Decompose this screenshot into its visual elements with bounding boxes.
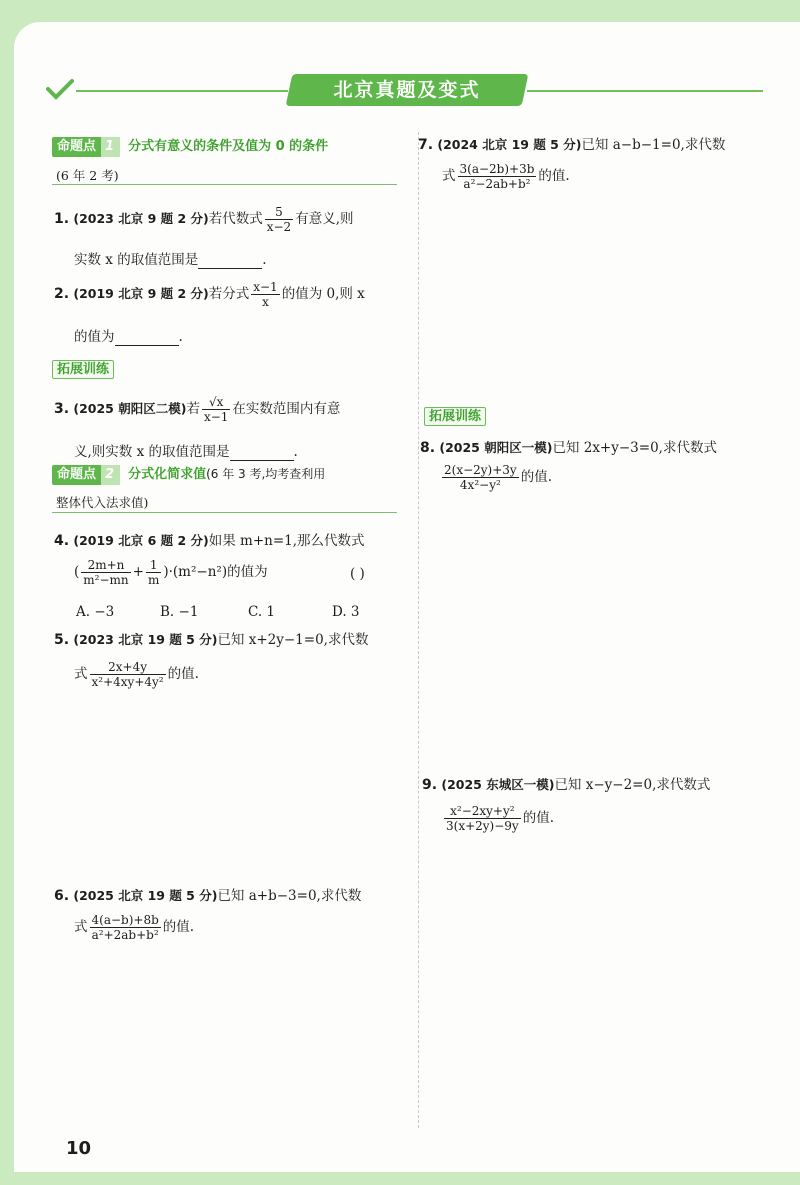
question-2 — [54, 280, 365, 309]
question-1-line2-text: 实数 x 的取值范围是 — [74, 252, 199, 268]
page-sheet — [14, 22, 800, 1172]
fraction-denominator: 4x²−y² — [459, 478, 501, 492]
column-divider — [418, 132, 419, 1128]
fraction-numerator: 2(x−2y)+3y — [444, 463, 517, 477]
fraction-denominator: a²−2ab+b² — [463, 177, 531, 191]
question-1-fraction — [265, 205, 293, 234]
question-8-fraction — [442, 463, 519, 492]
question-1 — [54, 205, 354, 234]
topic-2-rule — [52, 512, 397, 513]
fraction-numerator: 2m+n — [81, 558, 130, 573]
question-1-source: (2023 北京 9 题 2 分) — [73, 211, 209, 226]
question-5-number: 5. — [54, 632, 70, 648]
question-4-number: 4. — [54, 533, 70, 549]
question-8-number: 8. — [420, 440, 436, 456]
answer-blank[interactable] — [115, 329, 179, 346]
question-6-text: 已知 a+b−3=0,求代数 — [217, 888, 362, 904]
question-4-option-d[interactable]: D. 3 — [332, 604, 360, 620]
fraction-numerator: 1 — [146, 558, 161, 573]
question-6-source: (2025 北京 19 题 5 分) — [73, 888, 218, 903]
topic-2-label: 命题点 — [52, 465, 101, 485]
page-number: 10 — [66, 1138, 92, 1159]
fraction-numerator: x−1 — [253, 280, 278, 294]
question-8-post: 的值. — [520, 469, 552, 485]
question-7-fraction — [458, 162, 537, 191]
question-7-expression — [442, 162, 570, 191]
question-4-answer-paren[interactable]: ( ) — [350, 566, 365, 582]
topic-2-title: 分式化简求值 — [128, 467, 207, 482]
question-1-line2 — [74, 248, 267, 269]
question-9 — [422, 773, 710, 793]
question-2-number: 2. — [54, 286, 70, 302]
question-4-fraction-1 — [81, 558, 130, 587]
header-rule-left — [76, 90, 288, 92]
question-7-text: 已知 a−b−1=0,求代数 — [581, 137, 726, 153]
question-7 — [418, 133, 725, 153]
question-8 — [420, 436, 717, 456]
question-6-expression — [74, 913, 194, 942]
question-3-fraction — [202, 395, 230, 424]
answer-blank[interactable] — [198, 252, 262, 269]
topic-1-number: 1 — [101, 137, 120, 157]
question-5-expression — [74, 660, 199, 689]
question-7-number: 7. — [418, 137, 434, 153]
question-9-expression — [442, 804, 554, 833]
question-3-end: . — [293, 444, 298, 460]
fraction-denominator: a²+2ab+b² — [91, 928, 159, 942]
question-4-text-b: ·(m²−n²)的值为 — [168, 564, 268, 580]
fraction-denominator: x — [262, 295, 269, 309]
header-title: 北京真题及变式 — [333, 79, 481, 101]
fraction-denominator: x²+4xy+4y² — [91, 675, 164, 689]
question-3-number: 3. — [54, 401, 70, 417]
fraction-denominator: m²−mn — [83, 573, 129, 587]
question-9-number: 9. — [422, 777, 438, 793]
question-8-expression — [440, 463, 552, 492]
topic-1-note: (6 年 2 考) — [56, 168, 119, 183]
topic-1-tag — [52, 137, 328, 157]
question-2-line2 — [74, 325, 183, 346]
question-4-option-c[interactable]: C. 1 — [248, 604, 276, 620]
question-5-source: (2023 北京 19 题 5 分) — [73, 632, 218, 647]
question-5-fraction — [90, 660, 166, 689]
question-2-text-b: 的值为 0,则 x — [281, 286, 365, 302]
question-2-source: (2019 北京 9 题 2 分) — [73, 286, 209, 301]
question-9-source: (2025 东城区一模) — [441, 777, 555, 792]
topic-2-number: 2 — [101, 465, 120, 485]
question-9-post: 的值. — [522, 810, 554, 826]
question-8-text: 已知 2x+y−3=0,求代数式 — [552, 440, 717, 456]
fraction-numerator: 3(a−2b)+3b — [459, 162, 535, 176]
fraction-denominator: 3(x+2y)−9y — [446, 819, 519, 833]
question-9-fraction — [444, 804, 521, 833]
question-1-text-b: 有意义,则 — [295, 211, 354, 227]
question-3-source: (2025 朝阳区二模) — [73, 401, 187, 416]
answer-blank[interactable] — [230, 444, 294, 461]
question-4-fraction-2 — [146, 558, 161, 587]
question-3-text-b: 在实数范围内有意 — [232, 401, 341, 417]
extension-label-1: 拓展训练 — [52, 360, 114, 379]
question-8-source: (2025 朝阳区一模) — [439, 440, 553, 455]
fraction-denominator: x−2 — [266, 220, 292, 234]
question-7-source: (2024 北京 19 题 5 分) — [437, 137, 582, 152]
question-6-number: 6. — [54, 888, 70, 904]
header-rule-right — [527, 90, 763, 92]
topic-1-title: 分式有意义的条件及值为 0 的条件 — [128, 139, 329, 154]
question-3-text: 若 — [186, 401, 200, 417]
question-7-pre: 式 — [442, 168, 456, 184]
question-3 — [54, 395, 340, 424]
question-1-number: 1. — [54, 211, 70, 227]
question-4-option-a[interactable]: A. −3 — [76, 604, 115, 620]
fraction-numerator: √x — [202, 395, 230, 410]
question-2-end: . — [178, 329, 183, 345]
question-5-text: 已知 x+2y−1=0,求代数 — [217, 632, 369, 648]
fraction-numerator: 2x+4y — [90, 660, 166, 675]
question-7-post: 的值. — [538, 168, 570, 184]
topic-1-rule — [52, 184, 397, 185]
fraction-denominator: m — [147, 573, 160, 587]
question-9-text: 已知 x−y−2=0,求代数式 — [554, 777, 711, 793]
fraction-numerator: 5 — [265, 205, 293, 220]
question-4-option-b[interactable]: B. −1 — [160, 604, 199, 620]
fraction-denominator: x−1 — [203, 410, 229, 424]
question-4-expression: ( $\frac{2m+n}{\text{m²−mn}}$ + $\frac{1}{m}$ )·(m²−n²)的值为 — [74, 558, 268, 587]
question-6-pre: 式 — [74, 919, 88, 935]
check-icon — [46, 78, 74, 100]
question-3-line2 — [74, 440, 298, 461]
question-5-pre: 式 — [74, 666, 88, 682]
extension-label-2: 拓展训练 — [424, 407, 486, 426]
question-1-end: . — [262, 252, 267, 268]
question-3-line2-text: 义,则实数 x 的取值范围是 — [74, 444, 230, 460]
question-6 — [54, 884, 361, 904]
question-4-text: 如果 m+n=1,那么代数式 — [208, 533, 365, 549]
question-2-line2-text: 的值为 — [74, 329, 115, 345]
question-6-post: 的值. — [162, 919, 195, 935]
question-6-fraction — [90, 913, 161, 942]
fraction-numerator: x²−2xy+y² — [444, 804, 521, 819]
topic-1-label: 命题点 — [52, 137, 101, 157]
fraction-numerator: 4(a−b)+8b — [91, 913, 159, 927]
question-5-post: 的值. — [167, 666, 199, 682]
question-4-source: (2019 北京 6 题 2 分) — [73, 533, 209, 548]
question-4 — [54, 529, 365, 549]
question-2-text: 若分式 — [208, 286, 250, 302]
topic-2-tag — [52, 464, 325, 484]
question-2-fraction — [251, 280, 279, 309]
question-5 — [54, 628, 368, 648]
topic-2-note-1: (6 年 3 考,均考查利用 — [206, 467, 326, 481]
question-1-text: 若代数式 — [208, 211, 263, 227]
topic-2-note-2: 整体代入法求值) — [56, 495, 149, 510]
